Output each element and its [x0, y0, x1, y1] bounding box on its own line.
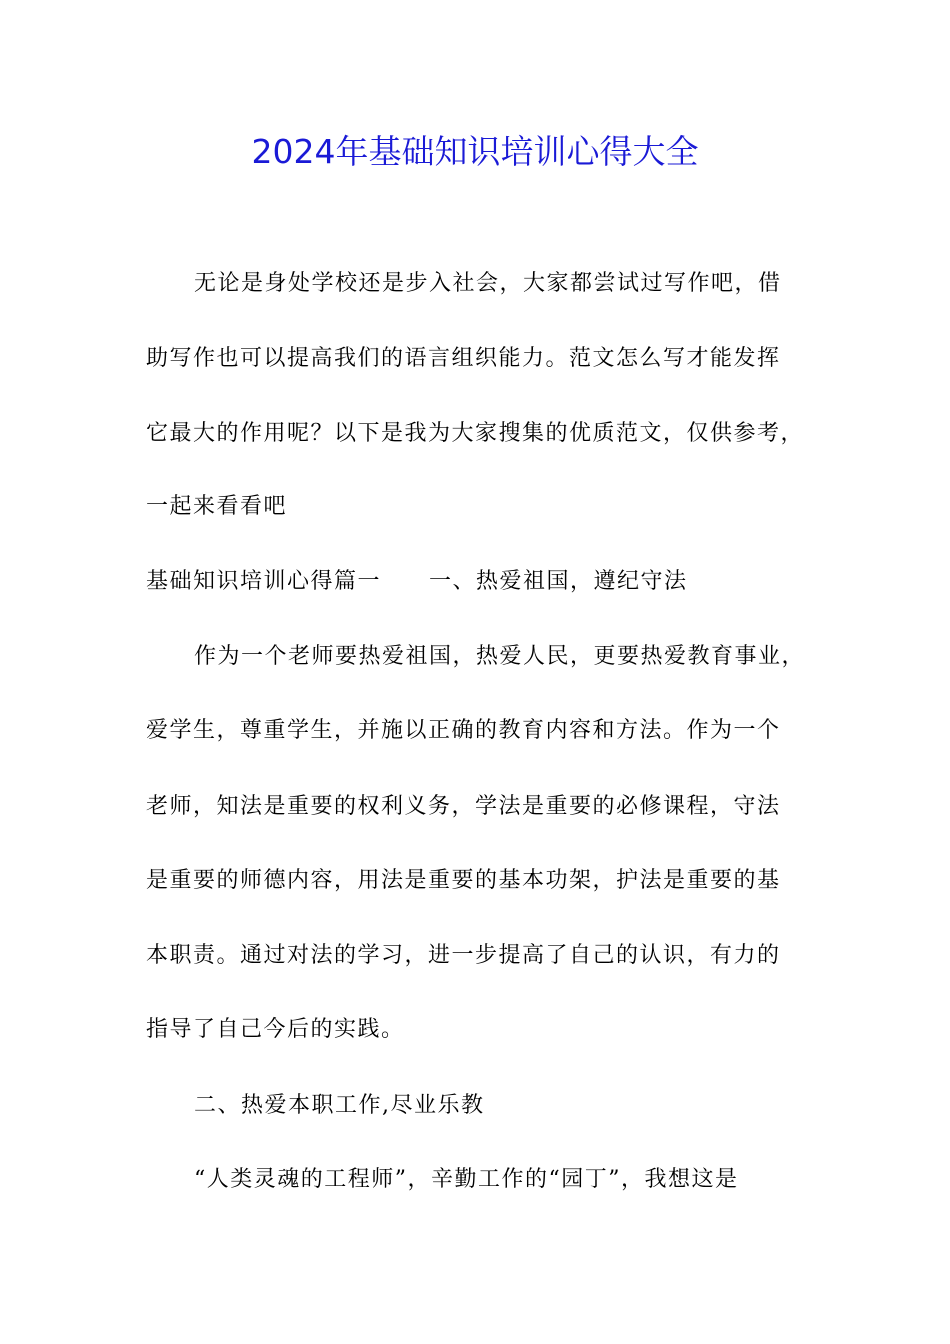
intro-line-2: 助写作也可以提高我们的语言组织能力。范文怎么写才能发挥 [146, 346, 781, 371]
article-heading: 基础知识培训心得篇一 [146, 569, 382, 594]
intro-line-3: 它最大的作用呢？以下是我为大家搜集的优质范文，仅供参考， [146, 421, 805, 446]
section1-line-1: 作为一个老师要热爱祖国，热爱人民，更要热爱教育事业， [194, 644, 806, 669]
section1-line-4: 是重要的师德内容，用法是重要的基本功架，护法是重要的基 [146, 868, 781, 893]
section1-heading: 一、热爱祖国，遵纪守法 [429, 569, 688, 594]
section1-line-6: 指导了自己今后的实践。 [146, 1017, 405, 1042]
section1-line-3: 老师，知法是重要的权利义务，学法是重要的必修课程，守法 [146, 794, 781, 819]
article-heading-row [146, 566, 688, 598]
intro-line-4: 一起来看看吧 [146, 494, 288, 519]
section2-line-1: “人类灵魂的工程师”，辛勤工作的“园丁”，我想这是 [194, 1167, 739, 1192]
section1-line-5: 本职责。通过对法的学习，进一步提高了自己的认识，有力的 [146, 943, 781, 968]
intro-line-1: 无论是身处学校还是步入社会，大家都尝试过写作吧，借 [194, 271, 782, 296]
document-title: 2024年基础知识培训心得大全 [251, 132, 699, 171]
section2-heading: 二、热爱本职工作,尽业乐教 [194, 1093, 485, 1118]
section1-line-2: 爱学生，尊重学生，并施以正确的教育内容和方法。作为一个 [146, 718, 781, 743]
